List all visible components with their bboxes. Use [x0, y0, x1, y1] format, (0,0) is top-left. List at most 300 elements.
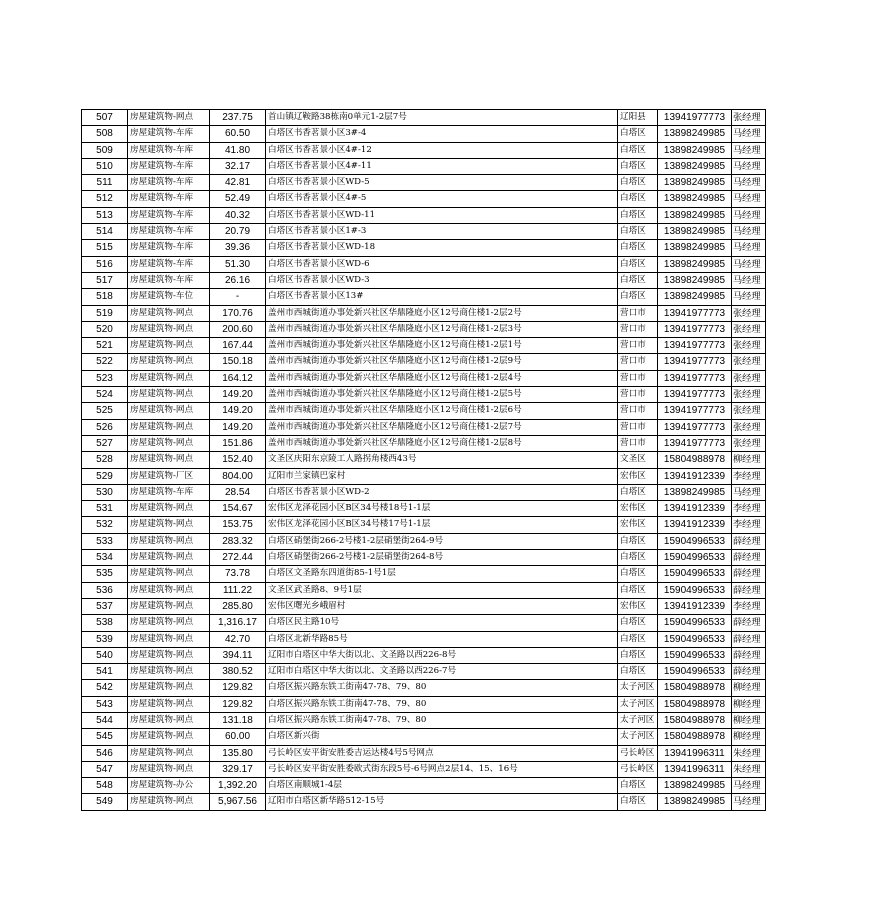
contact-name-cell: 柳经理	[732, 680, 766, 696]
phone-number-cell: 13941912339	[658, 598, 732, 614]
district-cell: 营口市	[618, 321, 658, 337]
contact-name-cell: 张经理	[732, 338, 766, 354]
row-number-cell: 530	[82, 484, 128, 500]
phone-number-cell: 13898249985	[658, 224, 732, 240]
row-number-cell: 533	[82, 533, 128, 549]
row-number-cell: 521	[82, 338, 128, 354]
district-cell: 白塔区	[618, 550, 658, 566]
property-type-cell: 房屋建筑物-车库	[128, 224, 210, 240]
area-value-cell: 40.32	[210, 207, 266, 223]
area-value-cell: 200.60	[210, 321, 266, 337]
table-row	[82, 403, 766, 419]
district-cell: 弓长岭区	[618, 761, 658, 777]
table-row	[82, 794, 766, 810]
contact-name-cell: 柳经理	[732, 696, 766, 712]
table-row	[82, 468, 766, 484]
contact-name-cell: 马经理	[732, 224, 766, 240]
row-number-cell: 509	[82, 142, 128, 158]
property-type-cell: 房屋建筑物-网点	[128, 517, 210, 533]
address-cell: 宏伟区龙泽花园小区B区34号楼18号1-1层	[266, 501, 618, 517]
phone-number-cell: 13898249985	[658, 175, 732, 191]
table-body	[82, 110, 766, 811]
address-cell: 白塔区文圣路东四道街85-1号1层	[266, 566, 618, 582]
property-type-cell: 房屋建筑物-网点	[128, 729, 210, 745]
phone-number-cell: 13941977773	[658, 403, 732, 419]
table-row	[82, 517, 766, 533]
property-type-cell: 房屋建筑物-网点	[128, 582, 210, 598]
address-cell: 盖州市西城街道办事处新兴社区华鼎隆庭小区12号商住楼1-2层7号	[266, 419, 618, 435]
district-cell: 白塔区	[618, 272, 658, 288]
district-cell: 太子河区	[618, 729, 658, 745]
phone-number-cell: 15904996533	[658, 647, 732, 663]
table-row	[82, 501, 766, 517]
contact-name-cell: 马经理	[732, 158, 766, 174]
property-type-cell: 房屋建筑物-网点	[128, 696, 210, 712]
row-number-cell: 516	[82, 256, 128, 272]
property-type-cell: 房屋建筑物-网点	[128, 712, 210, 728]
table-row	[82, 240, 766, 256]
table-row	[82, 484, 766, 500]
table-row	[82, 533, 766, 549]
row-number-cell: 540	[82, 647, 128, 663]
row-number-cell: 541	[82, 664, 128, 680]
row-number-cell: 513	[82, 207, 128, 223]
contact-name-cell: 马经理	[732, 142, 766, 158]
row-number-cell: 525	[82, 403, 128, 419]
property-type-cell: 房屋建筑物-网点	[128, 631, 210, 647]
row-number-cell: 546	[82, 745, 128, 761]
property-type-cell: 房屋建筑物-网点	[128, 501, 210, 517]
district-cell: 白塔区	[618, 175, 658, 191]
table-row	[82, 207, 766, 223]
phone-number-cell: 13941977773	[658, 370, 732, 386]
table-row	[82, 142, 766, 158]
address-cell: 盖州市西城街道办事处新兴社区华鼎隆庭小区12号商住楼1-2层4号	[266, 370, 618, 386]
phone-number-cell: 15904996533	[658, 664, 732, 680]
area-value-cell: 153.75	[210, 517, 266, 533]
property-type-cell: 房屋建筑物-网点	[128, 680, 210, 696]
row-number-cell: 517	[82, 272, 128, 288]
contact-name-cell: 薛经理	[732, 533, 766, 549]
row-number-cell: 508	[82, 126, 128, 142]
address-cell: 白塔区振兴路东铁工街南47-78、79、80	[266, 680, 618, 696]
contact-name-cell: 马经理	[732, 126, 766, 142]
row-number-cell: 544	[82, 712, 128, 728]
property-type-cell: 房屋建筑物-网点	[128, 321, 210, 337]
table-row	[82, 321, 766, 337]
property-type-cell: 房屋建筑物-网点	[128, 647, 210, 663]
address-cell: 盖州市西城街道办事处新兴社区华鼎隆庭小区12号商住楼1-2层1号	[266, 338, 618, 354]
address-cell: 白塔区书香茗景小区WD-2	[266, 484, 618, 500]
district-cell: 营口市	[618, 354, 658, 370]
contact-name-cell: 张经理	[732, 435, 766, 451]
property-type-cell: 房屋建筑物-网点	[128, 110, 210, 126]
property-type-cell: 房屋建筑物-网点	[128, 354, 210, 370]
phone-number-cell: 13898249985	[658, 289, 732, 305]
table-row	[82, 712, 766, 728]
property-type-cell: 房屋建筑物-网点	[128, 745, 210, 761]
row-number-cell: 531	[82, 501, 128, 517]
area-value-cell: 151.86	[210, 435, 266, 451]
row-number-cell: 520	[82, 321, 128, 337]
phone-number-cell: 15804988978	[658, 729, 732, 745]
property-type-cell: 房屋建筑物-网点	[128, 533, 210, 549]
area-value-cell: 135.80	[210, 745, 266, 761]
area-value-cell: 129.82	[210, 680, 266, 696]
district-cell: 营口市	[618, 370, 658, 386]
contact-name-cell: 薛经理	[732, 550, 766, 566]
address-cell: 弓长岭区安平街安胜委吉运达楼4号5号网点	[266, 745, 618, 761]
district-cell: 宏伟区	[618, 517, 658, 533]
address-cell: 白塔区书香茗景小区13#	[266, 289, 618, 305]
phone-number-cell: 15804988978	[658, 712, 732, 728]
phone-number-cell: 13941977773	[658, 305, 732, 321]
contact-name-cell: 马经理	[732, 256, 766, 272]
area-value-cell: 20.79	[210, 224, 266, 240]
address-cell: 白塔区南顺城1-4层	[266, 778, 618, 794]
phone-number-cell: 13898249985	[658, 240, 732, 256]
address-cell: 弓长岭区安平街安胜委欧式街东段5号-6号网点2层14、15、16号	[266, 761, 618, 777]
address-cell: 宏伟区龙泽花园小区B区34号楼17号1-1层	[266, 517, 618, 533]
phone-number-cell: 13898249985	[658, 256, 732, 272]
table-row	[82, 158, 766, 174]
row-number-cell: 548	[82, 778, 128, 794]
district-cell: 白塔区	[618, 615, 658, 631]
district-cell: 白塔区	[618, 533, 658, 549]
property-type-cell: 房屋建筑物-车库	[128, 126, 210, 142]
district-cell: 太子河区	[618, 680, 658, 696]
phone-number-cell: 13941912339	[658, 501, 732, 517]
row-number-cell: 512	[82, 191, 128, 207]
row-number-cell: 507	[82, 110, 128, 126]
contact-name-cell: 马经理	[732, 794, 766, 810]
property-type-cell: 房屋建筑物-网点	[128, 419, 210, 435]
address-cell: 辽阳市白塔区新华路512-15号	[266, 794, 618, 810]
district-cell: 营口市	[618, 419, 658, 435]
phone-number-cell: 13898249985	[658, 158, 732, 174]
address-cell: 文圣区庆阳东京陵工人路拐角楼西43号	[266, 452, 618, 468]
address-cell: 白塔区民主路10号	[266, 615, 618, 631]
area-value-cell: 131.18	[210, 712, 266, 728]
address-cell: 盖州市西城街道办事处新兴社区华鼎隆庭小区12号商住楼1-2层5号	[266, 387, 618, 403]
contact-name-cell: 李经理	[732, 517, 766, 533]
property-type-cell: 房屋建筑物-办公	[128, 778, 210, 794]
row-number-cell: 527	[82, 435, 128, 451]
district-cell: 营口市	[618, 403, 658, 419]
property-type-cell: 房屋建筑物-网点	[128, 403, 210, 419]
address-cell: 文圣区武圣路8、9号1层	[266, 582, 618, 598]
table-row	[82, 272, 766, 288]
row-number-cell: 539	[82, 631, 128, 647]
property-list-table	[81, 109, 766, 811]
area-value-cell: 150.18	[210, 354, 266, 370]
row-number-cell: 542	[82, 680, 128, 696]
table-row	[82, 419, 766, 435]
district-cell: 白塔区	[618, 256, 658, 272]
address-cell: 宏伟区曙光乡峨眉村	[266, 598, 618, 614]
address-cell: 白塔区振兴路东铁工街南47-78、79、80	[266, 712, 618, 728]
row-number-cell: 529	[82, 468, 128, 484]
area-value-cell: 41.80	[210, 142, 266, 158]
district-cell: 白塔区	[618, 240, 658, 256]
district-cell: 辽阳县	[618, 110, 658, 126]
table-row	[82, 354, 766, 370]
table-row	[82, 745, 766, 761]
phone-number-cell: 15904996533	[658, 533, 732, 549]
address-cell: 盖州市西城街道办事处新兴社区华鼎隆庭小区12号商住楼1-2层6号	[266, 403, 618, 419]
district-cell: 宏伟区	[618, 501, 658, 517]
area-value-cell: 149.20	[210, 419, 266, 435]
property-type-cell: 房屋建筑物-网点	[128, 305, 210, 321]
phone-number-cell: 15804988978	[658, 696, 732, 712]
district-cell: 白塔区	[618, 582, 658, 598]
phone-number-cell: 15804988978	[658, 680, 732, 696]
area-value-cell: 167.44	[210, 338, 266, 354]
property-type-cell: 房屋建筑物-网点	[128, 794, 210, 810]
contact-name-cell: 马经理	[732, 175, 766, 191]
phone-number-cell: 13941977773	[658, 435, 732, 451]
area-value-cell: 1,316.17	[210, 615, 266, 631]
address-cell: 白塔区振兴路东铁工街南47-78、79、80	[266, 696, 618, 712]
property-type-cell: 房屋建筑物-网点	[128, 452, 210, 468]
table-row	[82, 680, 766, 696]
row-number-cell: 545	[82, 729, 128, 745]
area-value-cell: 51.30	[210, 256, 266, 272]
table-row	[82, 370, 766, 386]
address-cell: 白塔区北新华路85号	[266, 631, 618, 647]
row-number-cell: 519	[82, 305, 128, 321]
district-cell: 白塔区	[618, 207, 658, 223]
phone-number-cell: 13898249985	[658, 207, 732, 223]
phone-number-cell: 13898249985	[658, 126, 732, 142]
phone-number-cell: 13898249985	[658, 191, 732, 207]
district-cell: 文圣区	[618, 452, 658, 468]
table-row	[82, 696, 766, 712]
area-value-cell: 272.44	[210, 550, 266, 566]
district-cell: 白塔区	[618, 566, 658, 582]
area-value-cell: 237.75	[210, 110, 266, 126]
area-value-cell: 42.81	[210, 175, 266, 191]
table-row	[82, 729, 766, 745]
table-row	[82, 647, 766, 663]
area-value-cell: 26.16	[210, 272, 266, 288]
row-number-cell: 511	[82, 175, 128, 191]
property-type-cell: 房屋建筑物-网点	[128, 761, 210, 777]
district-cell: 营口市	[618, 387, 658, 403]
area-value-cell: 152.40	[210, 452, 266, 468]
table-row	[82, 582, 766, 598]
address-cell: 盖州市西城街道办事处新兴社区华鼎隆庭小区12号商住楼1-2层3号	[266, 321, 618, 337]
row-number-cell: 515	[82, 240, 128, 256]
row-number-cell: 510	[82, 158, 128, 174]
contact-name-cell: 薛经理	[732, 664, 766, 680]
contact-name-cell: 张经理	[732, 370, 766, 386]
row-number-cell: 528	[82, 452, 128, 468]
area-value-cell: 52.49	[210, 191, 266, 207]
contact-name-cell: 张经理	[732, 403, 766, 419]
property-type-cell: 房屋建筑物-网点	[128, 566, 210, 582]
table-row	[82, 761, 766, 777]
area-value-cell: 329.17	[210, 761, 266, 777]
address-cell: 白塔区书香茗景小区WD-18	[266, 240, 618, 256]
phone-number-cell: 13941977773	[658, 338, 732, 354]
district-cell: 营口市	[618, 305, 658, 321]
table-row	[82, 126, 766, 142]
row-number-cell: 532	[82, 517, 128, 533]
property-type-cell: 房屋建筑物-车库	[128, 272, 210, 288]
phone-number-cell: 13941977773	[658, 110, 732, 126]
address-cell: 白塔区新兴街	[266, 729, 618, 745]
address-cell: 白塔区书香茗景小区1#-3	[266, 224, 618, 240]
row-number-cell: 524	[82, 387, 128, 403]
property-type-cell: 房屋建筑物-网点	[128, 435, 210, 451]
area-value-cell: 283.32	[210, 533, 266, 549]
contact-name-cell: 马经理	[732, 272, 766, 288]
table-row	[82, 191, 766, 207]
district-cell: 白塔区	[618, 794, 658, 810]
district-cell: 弓长岭区	[618, 745, 658, 761]
row-number-cell: 534	[82, 550, 128, 566]
district-cell: 宏伟区	[618, 598, 658, 614]
table-row	[82, 289, 766, 305]
property-type-cell: 房屋建筑物-车库	[128, 484, 210, 500]
contact-name-cell: 薛经理	[732, 566, 766, 582]
area-value-cell: 149.20	[210, 403, 266, 419]
phone-number-cell: 13898249985	[658, 794, 732, 810]
address-cell: 白塔区书香茗景小区4#-5	[266, 191, 618, 207]
area-value-cell: 394.11	[210, 647, 266, 663]
phone-number-cell: 15904996533	[658, 615, 732, 631]
table-row	[82, 305, 766, 321]
property-type-cell: 房屋建筑物-车库	[128, 175, 210, 191]
address-cell: 白塔区书香茗景小区WD-6	[266, 256, 618, 272]
phone-number-cell: 13898249985	[658, 778, 732, 794]
property-type-cell: 房屋建筑物-网点	[128, 387, 210, 403]
contact-name-cell: 薛经理	[732, 631, 766, 647]
phone-number-cell: 13941912339	[658, 468, 732, 484]
row-number-cell: 523	[82, 370, 128, 386]
district-cell: 白塔区	[618, 778, 658, 794]
phone-number-cell: 13941977773	[658, 321, 732, 337]
phone-number-cell: 13898249985	[658, 142, 732, 158]
area-value-cell: 28.54	[210, 484, 266, 500]
district-cell: 白塔区	[618, 484, 658, 500]
area-value-cell: 164.12	[210, 370, 266, 386]
area-value-cell: 285.80	[210, 598, 266, 614]
table-row	[82, 387, 766, 403]
phone-number-cell: 15904996533	[658, 566, 732, 582]
contact-name-cell: 马经理	[732, 207, 766, 223]
row-number-cell: 537	[82, 598, 128, 614]
area-value-cell: 60.50	[210, 126, 266, 142]
property-type-cell: 房屋建筑物-车库	[128, 207, 210, 223]
phone-number-cell: 15904996533	[658, 631, 732, 647]
district-cell: 白塔区	[618, 631, 658, 647]
contact-name-cell: 朱经理	[732, 761, 766, 777]
row-number-cell: 538	[82, 615, 128, 631]
phone-number-cell: 13941977773	[658, 419, 732, 435]
phone-number-cell: 13898249985	[658, 272, 732, 288]
address-cell: 白塔区书香茗景小区4#-12	[266, 142, 618, 158]
table-row	[82, 452, 766, 468]
district-cell: 太子河区	[618, 712, 658, 728]
phone-number-cell: 13941996311	[658, 745, 732, 761]
contact-name-cell: 张经理	[732, 354, 766, 370]
district-cell: 白塔区	[618, 191, 658, 207]
phone-number-cell: 15804988978	[658, 452, 732, 468]
row-number-cell: 526	[82, 419, 128, 435]
table-row	[82, 615, 766, 631]
district-cell: 太子河区	[618, 696, 658, 712]
area-value-cell: 804.00	[210, 468, 266, 484]
row-number-cell: 543	[82, 696, 128, 712]
phone-number-cell: 13941977773	[658, 354, 732, 370]
contact-name-cell: 张经理	[732, 305, 766, 321]
table-row	[82, 110, 766, 126]
table-row	[82, 664, 766, 680]
table-row	[82, 566, 766, 582]
contact-name-cell: 李经理	[732, 501, 766, 517]
address-cell: 辽阳市兰家镇巴家村	[266, 468, 618, 484]
table-row	[82, 224, 766, 240]
row-number-cell: 514	[82, 224, 128, 240]
table-row	[82, 338, 766, 354]
contact-name-cell: 张经理	[732, 419, 766, 435]
contact-name-cell: 柳经理	[732, 712, 766, 728]
district-cell: 白塔区	[618, 126, 658, 142]
address-cell: 盖州市西城街道办事处新兴社区华鼎隆庭小区12号商住楼1-2层2号	[266, 305, 618, 321]
row-number-cell: 547	[82, 761, 128, 777]
contact-name-cell: 马经理	[732, 484, 766, 500]
address-cell: 辽阳市白塔区中华大街以北、文圣路以西226-7号	[266, 664, 618, 680]
area-value-cell: 5,967.56	[210, 794, 266, 810]
contact-name-cell: 马经理	[732, 240, 766, 256]
contact-name-cell: 李经理	[732, 468, 766, 484]
table-row	[82, 435, 766, 451]
contact-name-cell: 马经理	[732, 289, 766, 305]
district-cell: 营口市	[618, 435, 658, 451]
phone-number-cell: 15904996533	[658, 550, 732, 566]
address-cell: 白塔区书香茗景小区WD-5	[266, 175, 618, 191]
address-cell: 白塔区书香茗景小区4#-11	[266, 158, 618, 174]
property-type-cell: 房屋建筑物-网点	[128, 550, 210, 566]
address-cell: 白塔区硝堡街266-2号楼1-2层硝堡街264-9号	[266, 533, 618, 549]
phone-number-cell: 15904996533	[658, 582, 732, 598]
property-type-cell: 房屋建筑物-网点	[128, 598, 210, 614]
area-value-cell: 129.82	[210, 696, 266, 712]
address-cell: 白塔区书香茗景小区WD-11	[266, 207, 618, 223]
contact-name-cell: 张经理	[732, 110, 766, 126]
district-cell: 白塔区	[618, 142, 658, 158]
row-number-cell: 536	[82, 582, 128, 598]
table-row	[82, 631, 766, 647]
area-value-cell: 1,392.20	[210, 778, 266, 794]
district-cell: 营口市	[618, 338, 658, 354]
property-type-cell: 房屋建筑物-车库	[128, 240, 210, 256]
district-cell: 白塔区	[618, 224, 658, 240]
address-cell: 首山镇辽鞍路38栋南0单元1-2层7号	[266, 110, 618, 126]
area-value-cell: 73.78	[210, 566, 266, 582]
contact-name-cell: 薛经理	[732, 582, 766, 598]
contact-name-cell: 薛经理	[732, 647, 766, 663]
area-value-cell: 154.67	[210, 501, 266, 517]
contact-name-cell: 柳经理	[732, 729, 766, 745]
address-cell: 盖州市西城街道办事处新兴社区华鼎隆庭小区12号商住楼1-2层8号	[266, 435, 618, 451]
property-type-cell: 房屋建筑物-车库	[128, 191, 210, 207]
district-cell: 白塔区	[618, 289, 658, 305]
property-type-cell: 房屋建筑物-车库	[128, 142, 210, 158]
row-number-cell: 522	[82, 354, 128, 370]
